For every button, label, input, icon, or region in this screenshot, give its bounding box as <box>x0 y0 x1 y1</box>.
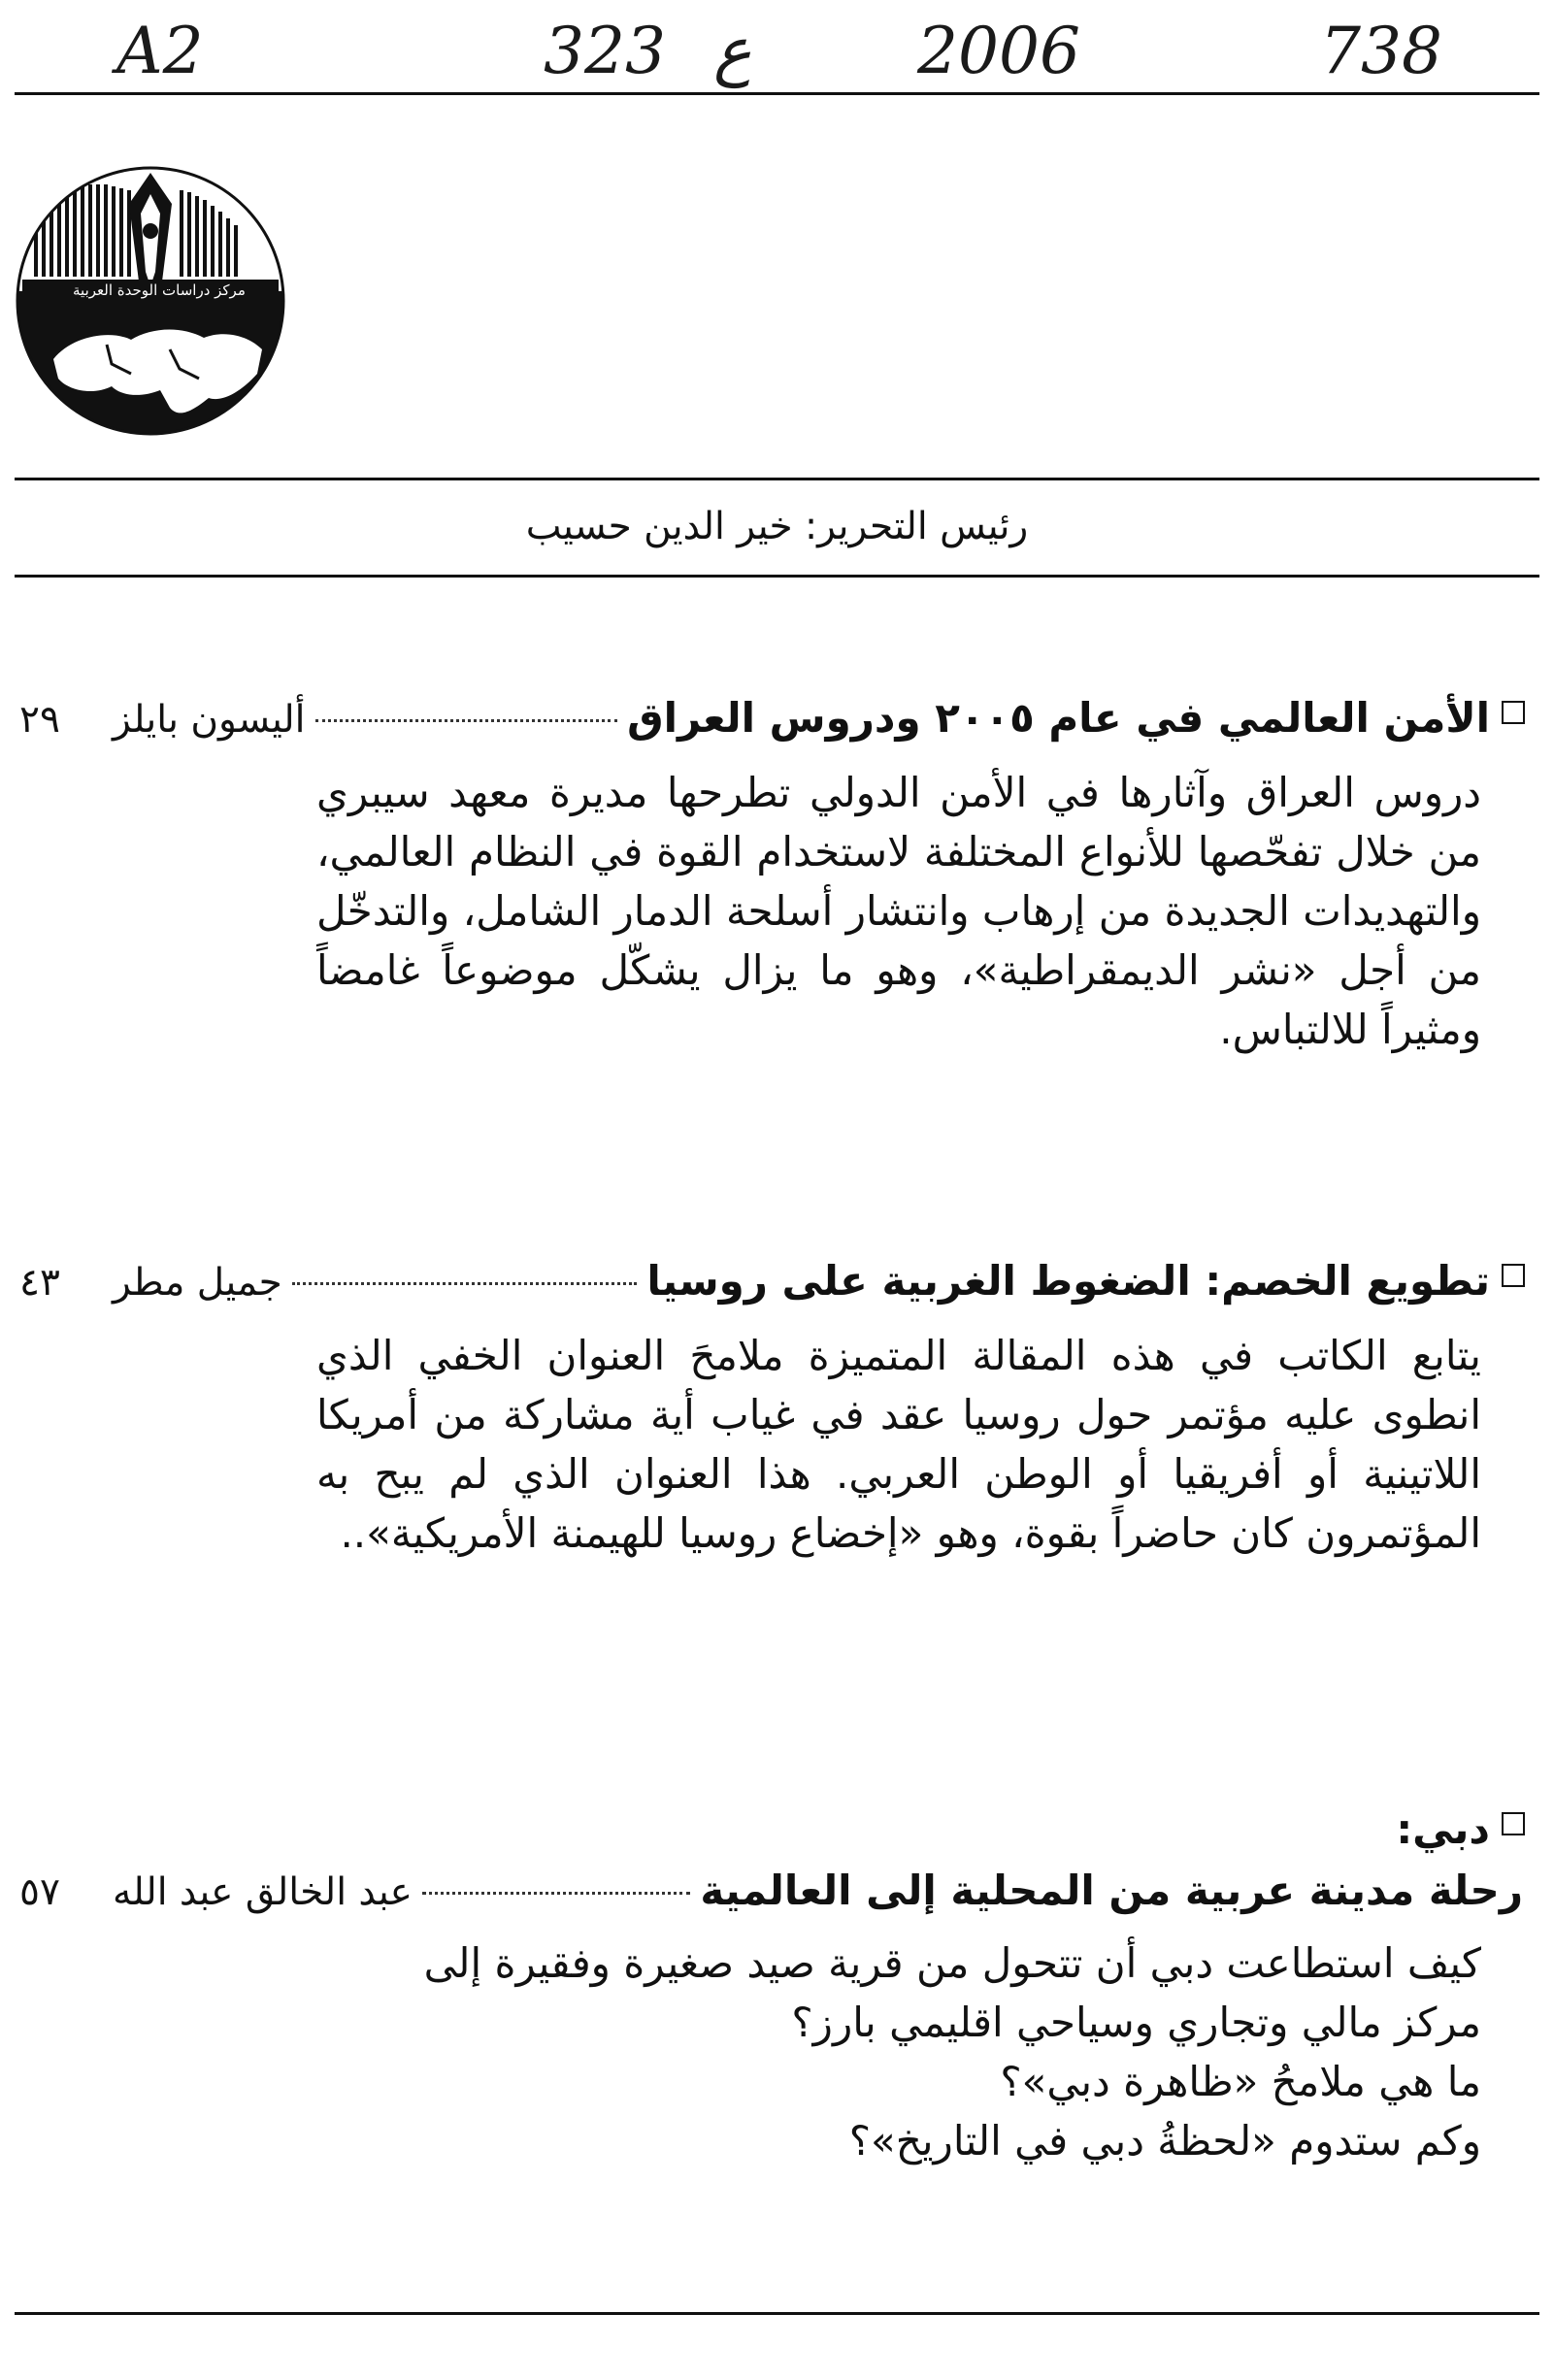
article-page-number: ٤٣ <box>19 1261 60 1305</box>
description-line: ما هي ملامحُ «ظاهرة دبي»؟ <box>1000 2058 1481 2105</box>
dot-leader <box>422 1892 690 1895</box>
editor-bottom-divider <box>15 575 1539 578</box>
handwritten-letter: ع <box>713 14 752 88</box>
description-line: كيف استطاعت دبي أن تتحول من قرية صيد صغيرة وفقيرة إلى <box>423 1939 1481 1987</box>
article-author: أليسون بايلز <box>113 698 306 742</box>
article-1 <box>19 694 1525 1059</box>
top-divider <box>15 92 1539 95</box>
handwritten-year: 2006 <box>917 14 1080 88</box>
article-description <box>316 1934 1481 2170</box>
article-title: تطويع الخصم: الضغوط الغربية على روسيا <box>646 1257 1490 1305</box>
bottom-divider <box>15 2312 1539 2315</box>
emblem-seal-icon <box>15 165 286 437</box>
handwritten-number: 323 <box>544 14 666 88</box>
article-heading: دبي: <box>1396 1805 1490 1853</box>
dot-leader <box>315 719 618 722</box>
logo <box>15 165 286 437</box>
checkbox-icon <box>1502 1812 1525 1835</box>
editor-top-divider <box>15 478 1539 480</box>
article-2 <box>19 1257 1525 1563</box>
article-author: عبد الخالق عبد الله <box>113 1870 413 1914</box>
dot-leader <box>292 1282 638 1285</box>
article-page-number: ٥٧ <box>19 1870 60 1914</box>
article-description: يتابع الكاتب في هذه المقالة المتميزة ملامحَ العنوان الخفي الذي انطوى عليه مؤتمر حول روسيا عقد في غياب أية مشاركة من أمريكا اللاتينية أو أفريقيا أو الوطن العربي. هذا العنوان الذي لم يبح به المؤتمرون كان حاضراً بقوة، وهو «إخضاع روسيا للهيمنة الأمريكية».. <box>316 1332 1481 1557</box>
checkbox-icon <box>1502 1264 1525 1287</box>
description-line: مركز مالي وتجاري وسياحي اقليمي بارز؟ <box>791 1999 1481 2046</box>
article-title: الأمن العالمي في عام ٢٠٠٥ ودروس العراق <box>627 694 1490 742</box>
article-page-number: ٢٩ <box>19 698 60 742</box>
logo-text: مركز دراسات الوحدة العربية <box>73 281 246 299</box>
article-author: جميل مطر <box>113 1261 282 1305</box>
article-3 <box>19 1805 1525 2170</box>
checkbox-icon <box>1502 701 1525 724</box>
handwritten-code: A2 <box>116 14 204 88</box>
article-description: دروس العراق وآثارها في الأمن الدولي تطرحها مديرة معهد سيبري من خلال تفحّصها للأنواع المختلفة لاستخدام القوة في النظام العالمي، والتهديدات الجديدة من إرهاب وانتشار أسلحة الدمار الشامل، والتدخّل من أجل «نشر الديمقراطية»، وهو ما يزال يشكّل موضوعاً غامضاً ومثيراً للالتباس. <box>315 769 1481 1053</box>
editor-in-chief: رئيس التحرير: خير الدين حسيب <box>525 505 1029 548</box>
article-title: رحلة مدينة عربية من المحلية إلى العالمية <box>700 1867 1523 1914</box>
handwritten-page: 738 <box>1320 14 1442 88</box>
description-line: وكم ستدوم «لحظةُ دبي في التاريخ»؟ <box>848 2117 1481 2165</box>
